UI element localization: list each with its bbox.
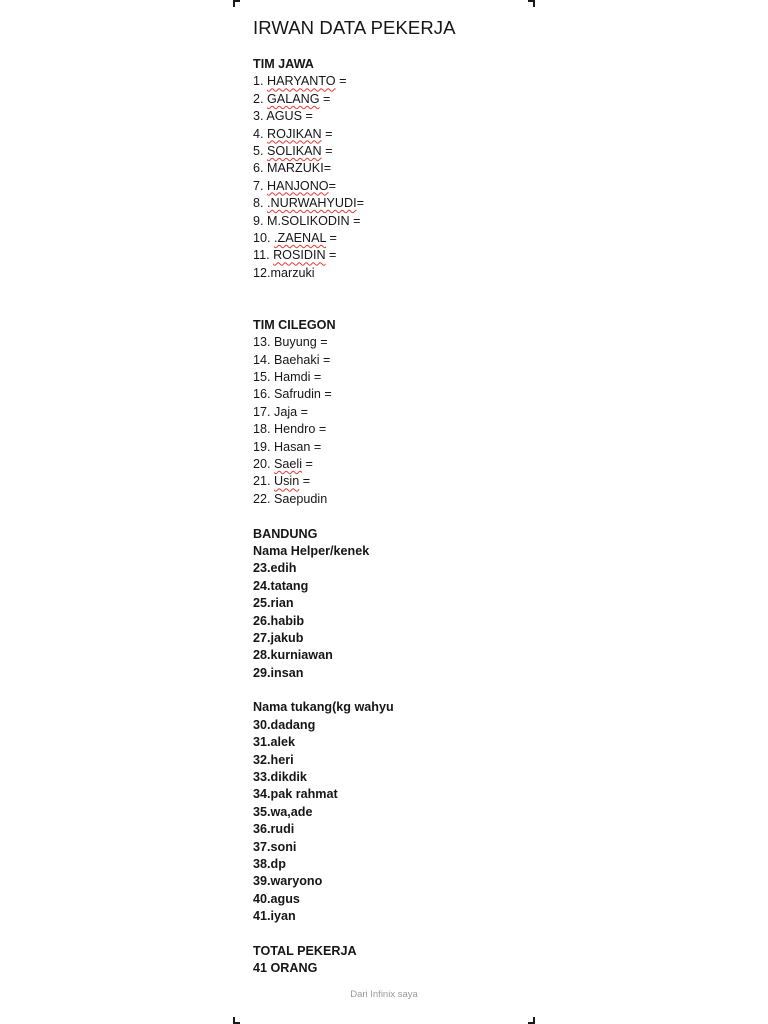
- list-item: 29.insan: [253, 665, 304, 680]
- spacer: [253, 682, 523, 699]
- list-item: 20. Saeli =: [253, 457, 313, 471]
- subheading-helper: Nama Helper/kenek: [253, 543, 370, 558]
- crop-corner-bottom-right: [528, 1017, 535, 1024]
- list-item: 2. GALANG =: [253, 91, 331, 106]
- document-body: [253, 14, 523, 978]
- list-item: 16. Safrudin =: [253, 387, 332, 402]
- list-item: 6. MARZUKI=: [253, 161, 332, 176]
- list-item: 39.waryono: [253, 874, 323, 889]
- list-item: 37.soni: [253, 839, 297, 854]
- list-item: 33.dikdik: [253, 770, 307, 785]
- total-value: 41 ORANG: [253, 961, 318, 976]
- crop-corner-top-left: [233, 0, 240, 7]
- list-item: 22. Saepudin: [253, 491, 328, 506]
- list-item: 31.alek: [253, 735, 296, 750]
- list-item: 32.heri: [253, 752, 294, 767]
- total-label: TOTAL PEKERJA: [253, 943, 357, 958]
- list-item: 15. Hamdi =: [253, 370, 322, 385]
- tukang-list: [253, 717, 523, 926]
- list-item: 13. Buyung =: [253, 335, 328, 350]
- subheading-tukang: Nama tukang(kg wahyu: [253, 700, 394, 715]
- list-item: 11. ROSIDIN =: [253, 248, 337, 263]
- list-item: 4. ROJIKAN =: [253, 126, 333, 141]
- list-item: 24.tatang: [253, 578, 309, 593]
- page-title: IRWAN DATA PEKERJA: [253, 17, 456, 38]
- helper-list: [253, 560, 523, 682]
- list-item: 12.marzuki: [253, 265, 315, 280]
- list-item: 26.habib: [253, 613, 305, 628]
- section-heading-tim-jawa: TIM JAWA: [253, 57, 314, 71]
- list-item: 36.rudi: [253, 822, 295, 837]
- section-heading-tim-cilegon: TIM CILEGON: [253, 317, 336, 332]
- list-item: 17. Jaja =: [253, 404, 308, 419]
- list-item: 28.kurniawan: [253, 648, 333, 663]
- list-item: 19. Hasan =: [253, 439, 322, 454]
- list-item: 7. HANJONO=: [253, 178, 336, 193]
- section-heading-bandung: BANDUNG: [253, 526, 318, 541]
- list-item: 18. Hendro =: [253, 422, 327, 437]
- list-item: 3. AGUS =: [253, 109, 313, 124]
- list-item: 14. Baehaki =: [253, 352, 331, 367]
- spacer: [253, 282, 523, 317]
- list-item: 9. M.SOLIKODIN =: [253, 213, 361, 228]
- spacer: [253, 926, 523, 943]
- list-item: 30.dadang: [253, 717, 316, 732]
- list-item: 25.rian: [253, 596, 294, 611]
- list-item: 38.dp: [253, 856, 286, 871]
- footer-watermark: Dari Infinix saya: [350, 989, 418, 1000]
- list-item: 40.agus: [253, 891, 300, 906]
- list-item: 21. Usin =: [253, 474, 311, 489]
- list-item: 34.pak rahmat: [253, 787, 338, 802]
- list-item: 10. .ZAENAL =: [253, 230, 337, 245]
- list-item: 8. .NURWAHYUDI=: [253, 196, 364, 211]
- crop-corner-bottom-left: [233, 1017, 240, 1024]
- spacer: [253, 508, 523, 525]
- tim-jawa-list: [253, 73, 523, 282]
- crop-corner-top-right: [528, 0, 535, 7]
- list-item: 1. HARYANTO =: [253, 74, 347, 89]
- list-item: 41.iyan: [253, 909, 296, 924]
- list-item: 23.edih: [253, 561, 297, 576]
- list-item: 5. SOLIKAN =: [253, 143, 333, 158]
- list-item: 27.jakub: [253, 630, 304, 645]
- tim-cilegon-list: [253, 334, 523, 508]
- list-item: 35.wa,ade: [253, 804, 313, 819]
